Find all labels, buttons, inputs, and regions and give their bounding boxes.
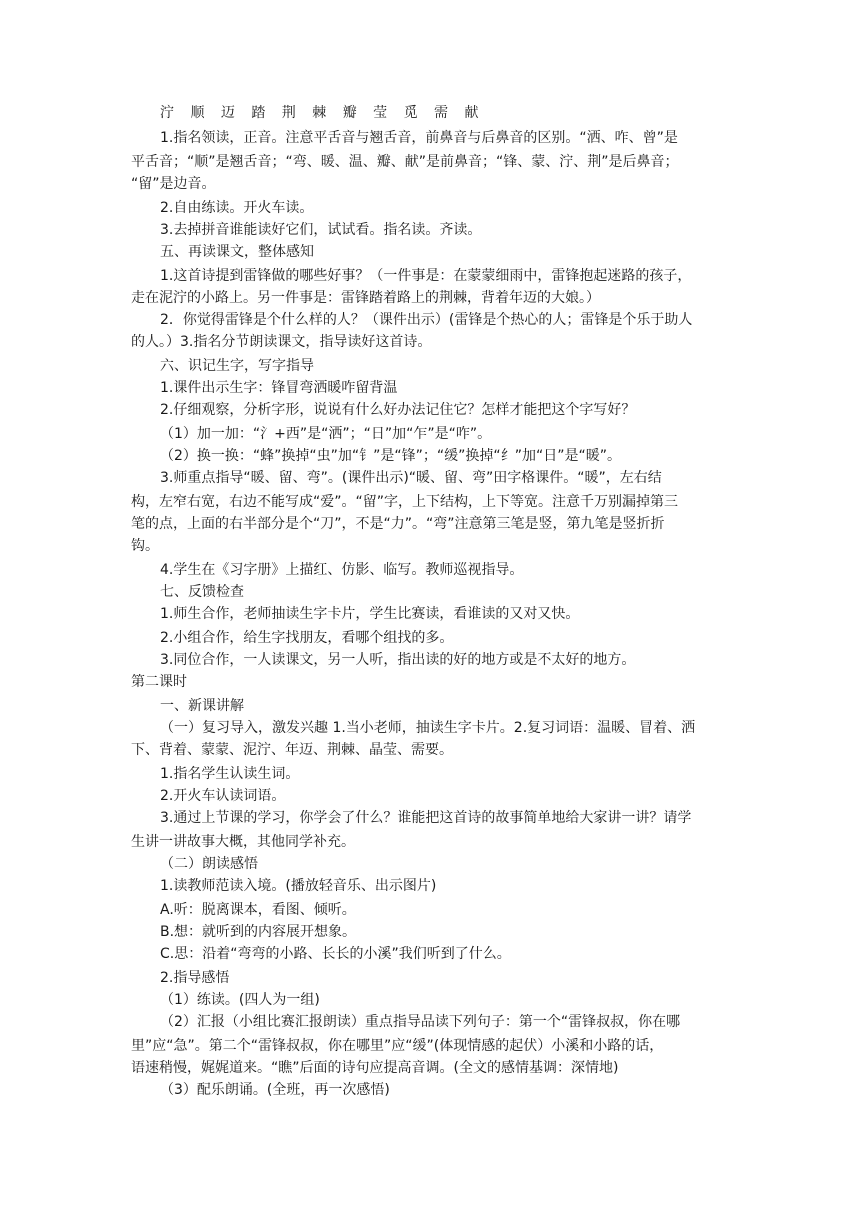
paragraph-line: 3.通过上节课的学习，你学会了什么？谁能把这首诗的故事简单地给大家讲一讲？请学 — [160, 810, 692, 826]
paragraph-line: 4.学生在《习字册》上描红、仿影、临写。教师巡视指导。 — [160, 562, 524, 578]
paragraph-line: （1）加一加：“氵+西”是“洒”；“日”加“乍”是“咋”。 — [160, 426, 492, 442]
paragraph-line: 生讲一讲故事大概，其他同学补充。 — [131, 834, 355, 850]
paragraph-line: B.想：就听到的内容展开想象。 — [160, 924, 357, 940]
paragraph-line: 2.仔细观察，分析字形，说说有什么好办法记住它？怎样才能把这个字写好？ — [160, 402, 636, 418]
paragraph-line: 3.去掉拼音谁能读好它们，试试看。指名读。齐读。 — [160, 222, 482, 238]
paragraph-line: （2）换一换：“蜂”换掉“虫”加“钅”是“锋”；“缓”换掉“纟”加“日”是“暖”。 — [160, 448, 621, 464]
paragraph-line: 1.指名学生认读生词。 — [160, 766, 300, 782]
paragraph-line: A.听：脱离课本，看图、倾听。 — [160, 902, 356, 918]
section-heading: 一、新课讲解 — [160, 698, 244, 714]
paragraph-line: 笔的点，上面的右半部分是个“刀”，不是“力”。“弯”注意第三笔是竖，第九笔是竖折折 — [131, 516, 665, 532]
paragraph-line: 2.小组合作，给生字找朋友，看哪个组找的多。 — [160, 630, 454, 646]
paragraph-line: 3.同位合作，一人读课文，另一人听，指出读的好的地方或是不太好的地方。 — [160, 652, 636, 668]
section-heading: 七、反馈检查 — [160, 584, 244, 600]
paragraph-line: 下、背着、蒙蒙、泥泞、年迈、荆棘、晶莹、需要。 — [131, 742, 453, 758]
paragraph-line: （1）练读。(四人为一组) — [160, 992, 320, 1008]
section-heading: （二）朗读感悟 — [160, 856, 258, 872]
paragraph-line: 1.指名领读，正音。注意平舌音与翘舌音，前鼻音与后鼻音的区别。“洒、咋、曾”是 — [160, 130, 678, 146]
paragraph-line: 走在泥泞的小路上。另一件事是：雷锋踏着路上的荆棘，背着年迈的大娘。） — [131, 290, 600, 306]
paragraph-line: 1.读教师范读入境。(播放轻音乐、出示图片) — [160, 878, 437, 894]
paragraph-line: 构，左窄右宽，右边不能写成“爱”。“留”字，上下结构，上下等宽。注意千万别漏掉第三 — [131, 494, 679, 510]
paragraph-line: 1.这首诗提到雷锋做的哪些好事？（一件事是：在蒙蒙细雨中，雷锋抱起迷路的孩子， — [160, 268, 692, 284]
paragraph-line: 平舌音；“顺”是翘舌音；“弯、暖、温、瓣、献”是前鼻音；“锋、蒙、泞、荆”是后鼻音； — [131, 154, 679, 170]
paragraph-line: （2）汇报（小组比赛汇报朗读）重点指导品读下列句子：第一个“雷锋叔叔，你在哪 — [160, 1014, 681, 1030]
paragraph-line: 2.指导感悟 — [160, 970, 230, 986]
paragraph-line: 语速稍慢，娓娓道来。“瞧”后面的诗句应提高音调。(全文的感情基调：深情地) — [131, 1060, 619, 1076]
paragraph-line: 2．你觉得雷锋是个什么样的人？（课件出示）(雷锋是个热心的人；雷锋是个乐于助人 — [160, 312, 693, 328]
paragraph-line: （一）复习导入，激发兴趣 1.当小老师，抽读生字卡片。2.复习词语：温暖、冒着、洒 — [160, 720, 696, 736]
paragraph-line: C.思：沿着“弯弯的小路、长长的小溪”我们听到了什么。 — [160, 946, 511, 962]
paragraph-line: 2.自由练读。开火车读。 — [160, 200, 314, 216]
paragraph-line: 里”应“急”。第二个“雷锋叔叔，你在哪里”应“缓”(体现情感的起伏）小溪和小路的话， — [131, 1038, 664, 1054]
paragraph-line: 3.师重点指导“暖、留、弯”。(课件出示)“暖、留、弯”田字格课件。“暖”，左右结 — [160, 470, 662, 486]
section-heading: 六、识记生字，写字指导 — [160, 358, 314, 374]
paragraph-line: 2.开火车认读词语。 — [160, 788, 286, 804]
paragraph-line: 的人。）3.指名分节朗读课文，指导读好这首诗。 — [131, 334, 432, 350]
paragraph-line: 钩。 — [131, 538, 159, 554]
paragraph-line: 1.师生合作，老师抽读生字卡片，学生比赛读，看谁读的又对又快。 — [160, 606, 580, 622]
paragraph-line: “留”是边音。 — [131, 176, 216, 192]
section-heading: 五、再读课文，整体感知 — [160, 244, 314, 260]
paragraph-line: （3）配乐朗诵。(全班，再一次感悟) — [160, 1082, 390, 1098]
paragraph-line: 1.课件出示生字：锋冒弯洒暖咋留背温 — [160, 380, 398, 396]
vocab-characters: 泞 顺 迈 踏 荆 棘 瓣 莹 觅 需 献 — [160, 105, 485, 121]
lesson-heading: 第二课时 — [131, 674, 187, 690]
